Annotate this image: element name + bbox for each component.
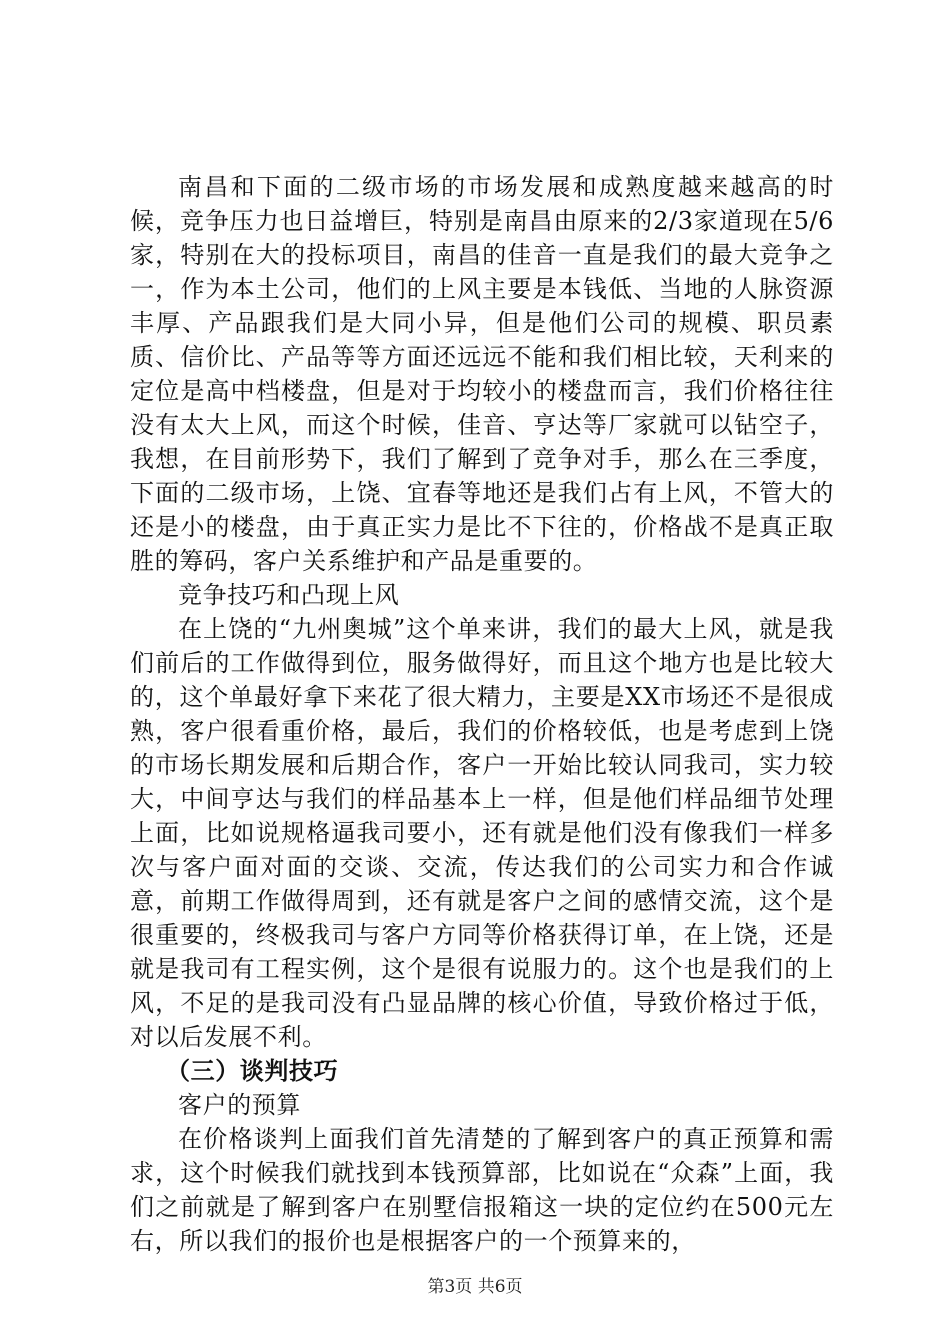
- paragraph-price-negotiation: 在价格谈判上面我们首先清楚的了解到客户的真正预算和需求，这个时候我们就找到本钱预算部，比如说在“众森”上面，我们之前就是了解到客户在别墅信报箱这一块的定位约在500元左右，所以我们的报价也是根据客户的一个预算来的，: [130, 1125, 834, 1255]
- subheading-competition-skills: 竞争技巧和凸现上风: [178, 581, 400, 609]
- paragraph-market-competition: 南昌和下面的二级市场的市场发展和成熟度越来越高的时候，竞争压力也日益增巨，特别是南昌由原来的2/3家道现在5/6家，特别在大的投标项目，南昌的佳音一直是我们的最大竞争之一，作为本土公司，他们的上风主要是本钱低、当地的人脉资源丰厚、产品跟我们是大同小异，但是他们公司的规模、职员素质、信价比、产品等等方面还远远不能和我们相比较，天利来的定位是高中档楼盘，但是对于均较小的楼盘而言，我们价格往往没有太大上风，而这个时候，佳音、亨达等厂家就可以钻空子，我想，在目前形势下，我们了解到了竞争对手，那么在三季度，下面的二级市场，上饶、宜春等地还是我们占有上风，不管大的还是小的楼盘，由于真正实力是比不下往的，价格战不是真正取胜的筹码，客户关系维护和产品是重要的。: [130, 173, 834, 575]
- subheading-customer-budget: 客户的预算: [178, 1091, 301, 1119]
- page-number-footer: 第3页 共6页: [427, 1277, 523, 1297]
- document-body: [130, 170, 834, 1258]
- section-heading-negotiation: （三）谈判技巧: [166, 1057, 339, 1085]
- paragraph-shangrao-case: 在上饶的“九州奥城”这个单来讲，我们的最大上风，就是我们前后的工作做得到位，服务做得好，而且这个地方也是比较大的，这个单最好拿下来花了很大精力，主要是XX市场还不是很成熟，客户很看重价格，最后，我们的价格较低，也是考虑到上饶的市场长期发展和后期合作，客户一开始比较认同我司，实力较大，中间亨达与我们的样品基本上一样，但是他们样品细节处理上面，比如说规格逼我司要小，还有就是他们没有像我们一样多次与客户面对面的交谈、交流，传达我们的公司实力和合作诚意，前期工作做得周到，还有就是客户之间的感情交流，这个是很重要的，终极我司与客户方同等价格获得订单，在上饶，还是就是我司有工程实例，这个是很有说服力的。这个也是我们的上风，不足的是我司没有凸显品牌的核心价值，导致价格过于低，对以后发展不利。: [130, 615, 834, 1051]
